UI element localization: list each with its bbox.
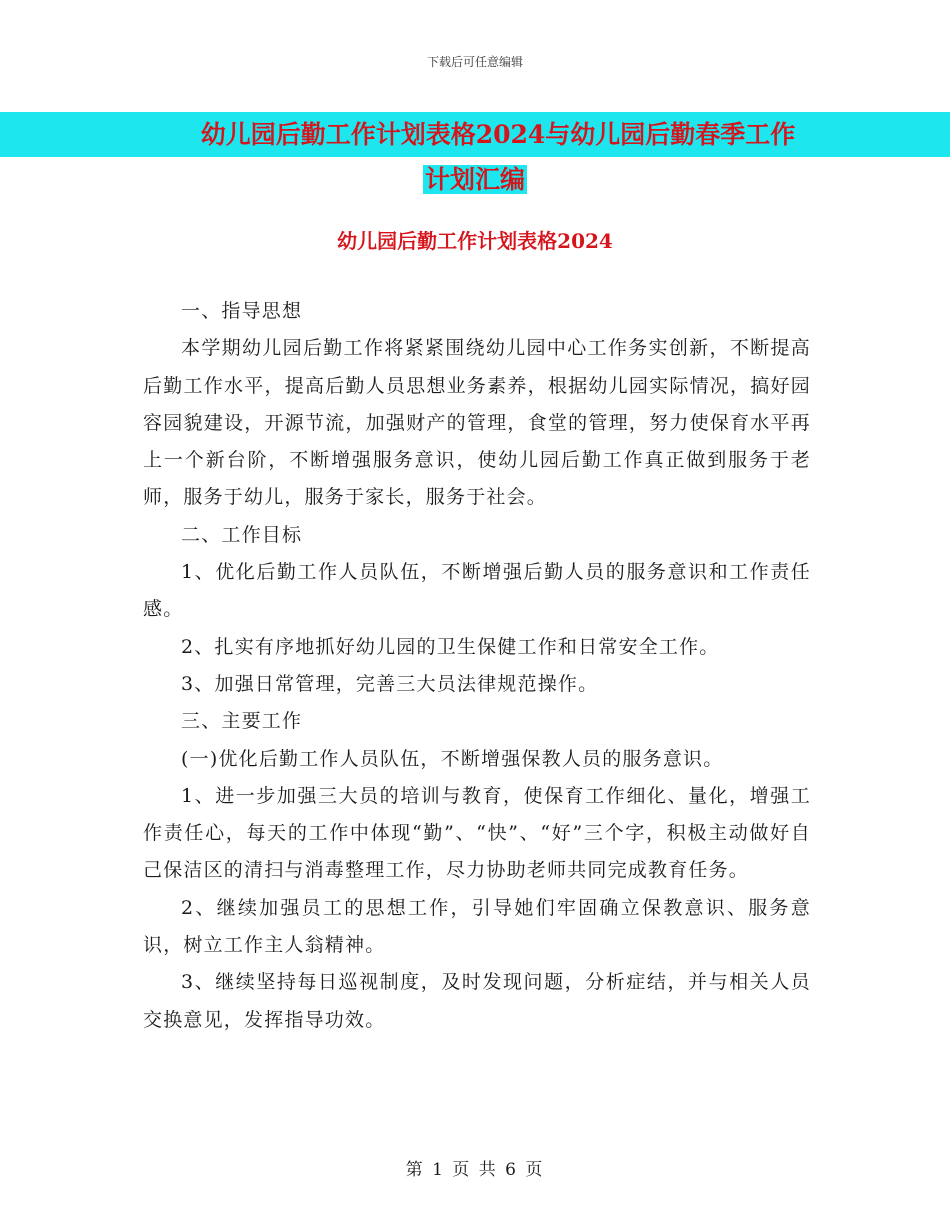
- paragraph: 3、继续坚持每日巡视制度，及时发现问题，分析症结，并与相关人员交换意见，发挥指导功效。: [143, 971, 811, 1031]
- paragraph: 2、继续加强员工的思想工作，引导她们牢固确立保教意识、服务意识，树立工作主人翁精神。: [143, 896, 811, 957]
- heading-main-work: 三、主要工作: [181, 710, 303, 733]
- paragraph: 1、进一步加强三大员的培训与教育，使保育工作细化、量化，增强工作责任心，每天的工作中体现“勤”、“快”、“好”三个字，积极主动做好自己保洁区的清扫与消毒整理工作，尽力协助老师共同完成教育任务。: [143, 784, 811, 882]
- paragraph: 本学期幼儿园后勤工作将紧紧围绕幼儿园中心工作务实创新，不断提高后勤工作水平，提高后勤人员思想业务素养，根据幼儿园实际情况，搞好园容园貌建设，开源节流，加强财产的管理，食堂的管理，努力使保育水平再上一个新台阶，不断增强服务意识，使幼儿园后勤工作真正做到服务于老师，服务于幼儿，服务于家长，服务于社会。: [143, 337, 811, 509]
- heading-guiding-ideology: 一、指导思想: [181, 300, 303, 322]
- document-title-line1: 幼儿园后勤工作计划表格2024与幼儿园后勤春季工作: [0, 112, 950, 157]
- document-title: [0, 112, 950, 202]
- document-title-line2: 计划汇编: [424, 165, 525, 194]
- document-body: [143, 293, 811, 1039]
- paragraph: 3、加强日常管理，完善三大员法律规范操作。: [181, 672, 599, 695]
- paragraph: 1、优化后勤工作人员队伍，不断增强后勤人员的服务意识和工作责任感。: [143, 561, 811, 621]
- paragraph: 2、扎实有序地抓好幼儿园的卫生保健工作和日常安全工作。: [181, 635, 720, 658]
- page-number-footer: 第 1 页 共 6 页: [405, 1160, 545, 1180]
- paragraph: (一)优化后勤工作人员队伍，不断增强保教人员的服务意识。: [181, 747, 724, 770]
- page-header-note: 下载后可任意编辑: [426, 55, 523, 69]
- section-title: 幼儿园后勤工作计划表格2024: [337, 229, 613, 253]
- heading-work-goals: 二、工作目标: [181, 523, 303, 546]
